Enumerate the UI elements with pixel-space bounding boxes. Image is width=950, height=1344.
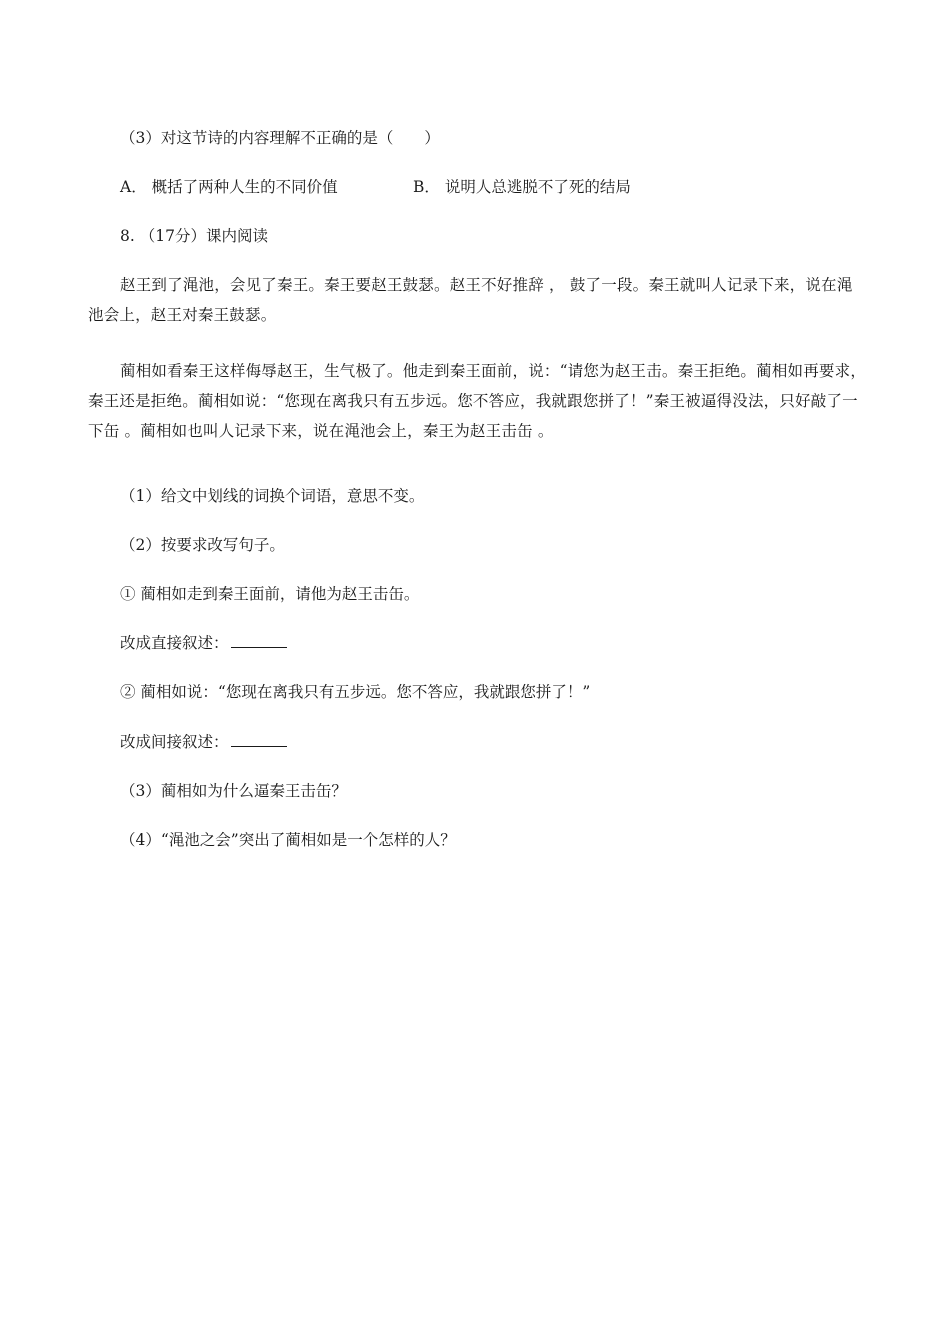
q8-item1-answer-row [120, 633, 287, 653]
q8-sub3: （3）蔺相如为什么逼秦王击缶？ [120, 782, 347, 800]
q8-header: 8. （17分）课内阅读 [120, 227, 268, 245]
q7-option-b: B． 说明人总逃脱不了死的结局 [413, 178, 631, 196]
q8-item1: ① 蔺相如走到秦王面前，请他为赵王击缶。 [120, 585, 420, 603]
q8-sub4: （4）“渑池之会”突出了蔺相如是一个怎样的人？ [120, 831, 456, 849]
q8-item2-answer-row [120, 732, 287, 752]
q8-item2-prompt: 改成间接叙述： [120, 733, 229, 751]
q8-sub2: （2）按要求改写句子。 [120, 536, 285, 554]
q8-sub1: （1）给文中划线的词换个词语，意思不变。 [120, 487, 425, 505]
q8-item1-answer-blank[interactable] [231, 633, 287, 648]
q7-option-a: A． 概括了两种人生的不同价值 [120, 178, 338, 196]
q8-item2-answer-blank[interactable] [231, 732, 287, 747]
q8-passage-paragraph-2: 蔺相如看秦王这样侮辱赵王，生气极了。他走到秦王面前，说：“请您为赵王击。秦王拒绝。蔺相如再要求，秦王还是拒绝。蔺相如说：“您现在离我只有五步远。您不答应，我就跟您拼了！”秦王被逼得没法，只好敲了一下缶 。蔺相如也叫人记录下来，说在渑池会上，秦王为赵王击缶 。 [88, 362, 867, 440]
q8-item2: ② 蔺相如说：“您现在离我只有五步远。您不答应，我就跟您拼了！” [120, 683, 591, 701]
q8-item1-prompt: 改成直接叙述： [120, 634, 229, 652]
q8-passage-paragraph-1: 赵王到了渑池，会见了秦王。秦王要赵王鼓瑟。赵王不好推辞 ， 鼓了一段。秦王就叫人记录下来，说在渑池会上，赵王对秦王鼓瑟。 [88, 276, 853, 324]
q7-sub3-stem: （3）对这节诗的内容理解不正确的是（ ） [120, 129, 440, 147]
